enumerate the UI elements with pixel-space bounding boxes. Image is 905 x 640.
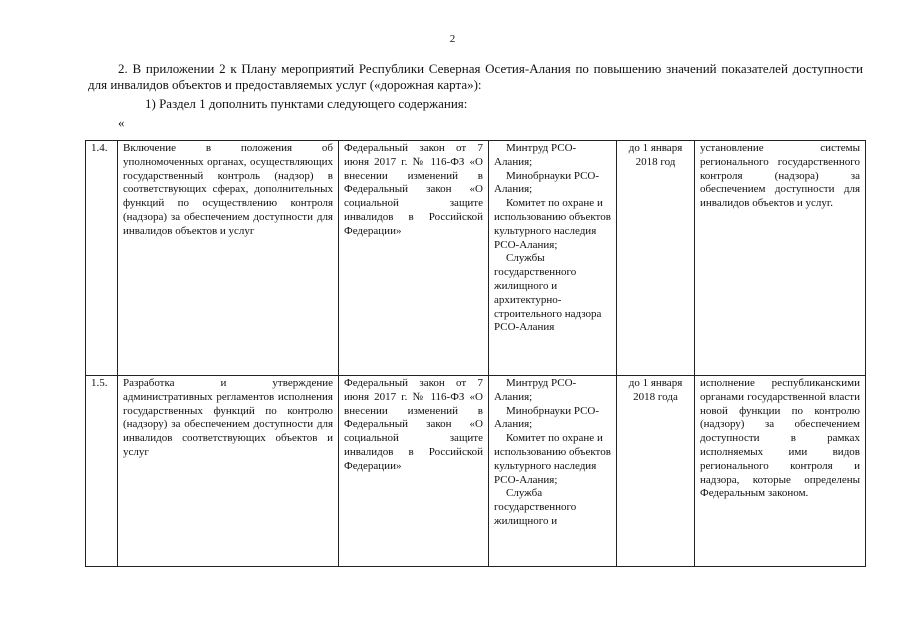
result-cell: исполнение республиканскими органами государственной власти новой функции по контролю (надзору) за обеспечением доступности в рамках исполняемых ими видов регионального контроля и надзора, которые определены Федеральным законом. [695, 376, 866, 567]
page-number: 2 [449, 33, 456, 45]
executor-item: Минтруд РСО-Алания; [494, 377, 577, 403]
sub-item-paragraph: 1) Раздел 1 дополнить пунктами следующего содержания: [145, 96, 468, 111]
table-row [86, 141, 866, 376]
executor-item: Минтруд РСО-Алания; [494, 142, 577, 168]
result-cell: установление системы регионального государственного контроля (надзора) за обеспечением доступности для инвалидов объектов и услуг. [695, 141, 866, 376]
executors-cell [489, 376, 617, 567]
executor-item: Минобрнауки РСО-Алания; [494, 404, 600, 431]
row-number: 1.5. [86, 376, 118, 567]
executor-item: Комитет по охране и использованию объектов культурного наследия РСО-Алания; [494, 197, 611, 251]
executor-item: Комитет по охране и использованию объектов культурного наследия РСО-Алания; [494, 432, 611, 486]
row-number: 1.4. [86, 141, 118, 376]
executor-item: Служба государственного жилищного и [494, 487, 577, 527]
executor-item: Минобрнауки РСО-Алания; [494, 169, 600, 196]
activity-cell: Включение в положения об уполномоченных органах, осуществляющих государственный контроль (надзор) в соответствующих сферах, дополнительных функций по осуществлению контроля (надзора) за обеспечением доступности для инвалидов объектов и услуг [118, 141, 339, 376]
law-cell: Федеральный закон от 7 июня 2017 г. № 116-ФЗ «О внесении изменений в Федеральный закон «О социальной защите инвалидов в Российской Федерации» [339, 376, 489, 567]
opening-quote: « [118, 115, 125, 130]
executors-cell [489, 141, 617, 376]
deadline-cell: до 1 января 2018 год [617, 141, 695, 376]
measures-table [85, 140, 866, 567]
intro-paragraph: 2. В приложении 2 к Плану мероприятий Республики Северная Осетия-Алания по повышению значений показателей доступности для инвалидов объектов и предоставляемых услуг («дорожная карта»): [88, 61, 863, 92]
law-cell: Федеральный закон от 7 июня 2017 г. № 116-ФЗ «О внесении изменений в Федеральный закон «О социальной защите инвалидов в Российской Федерации» [339, 141, 489, 376]
table-row [86, 376, 866, 567]
activity-cell: Разработка и утверждение административных регламентов исполнения государственных функций по контролю (надзору) за обеспечением доступности для инвалидов соответствующих объектов и услуг [118, 376, 339, 567]
executor-item: Службы государственного жилищного и архитектурно-строительного надзора РСО-Алания [494, 252, 602, 334]
deadline-cell: до 1 января 2018 года [617, 376, 695, 567]
